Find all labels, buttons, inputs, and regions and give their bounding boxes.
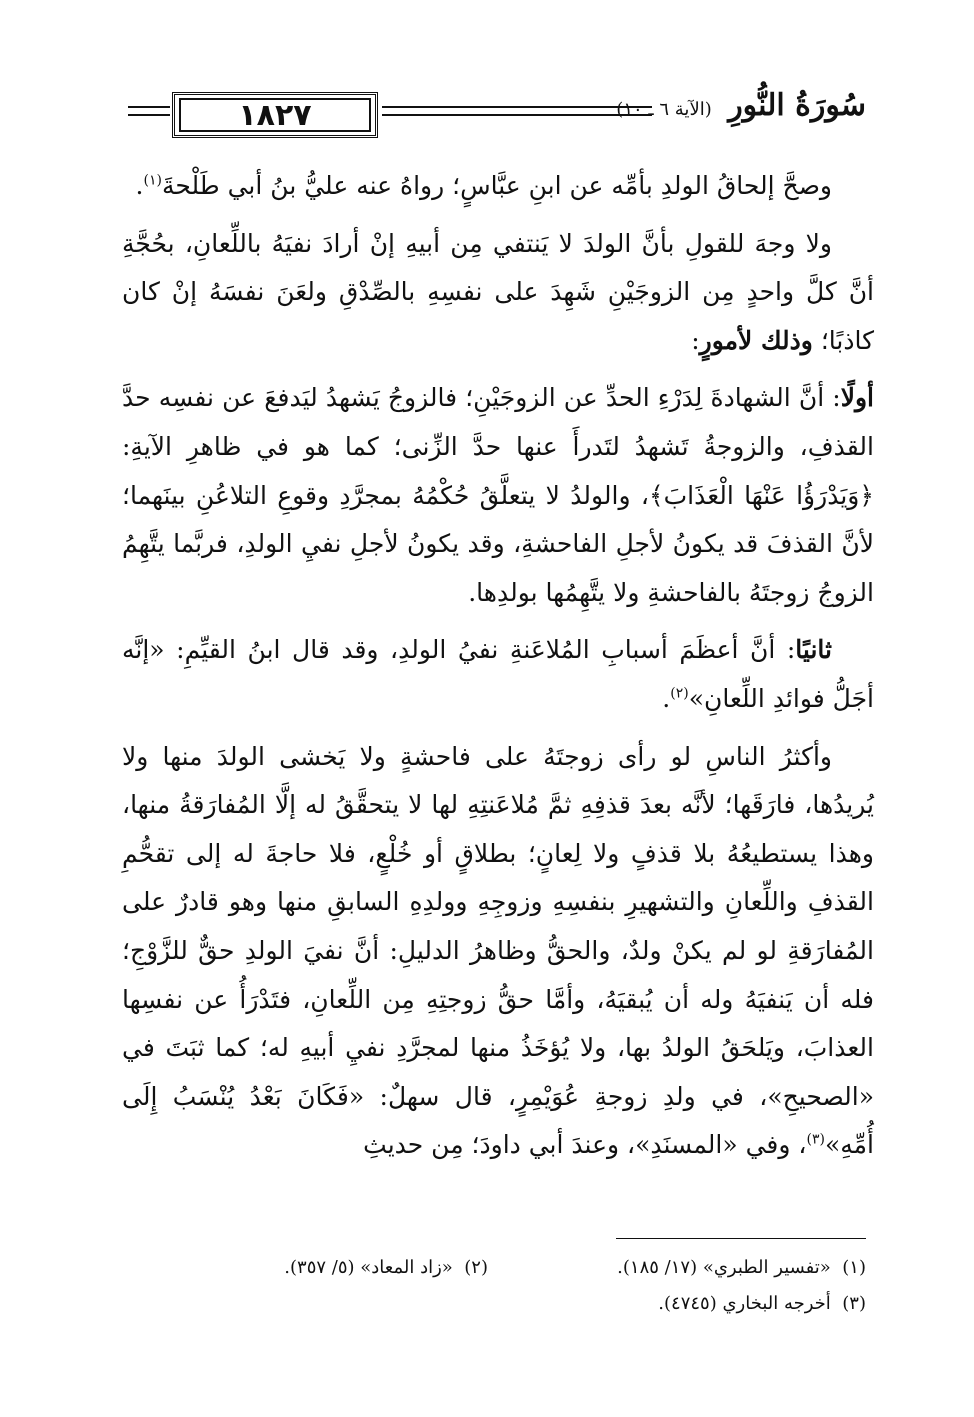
main-text: [122, 162, 874, 1179]
footnote-text: «تفسير الطبري» (١٧/ ١٨٥).: [617, 1257, 831, 1278]
footnote-number: (٣): [842, 1293, 866, 1314]
header-rule-left: [128, 106, 170, 122]
paragraph-tail: :: [691, 325, 700, 355]
paragraph-text: : أنَّ أعظَمَ أسبابِ المُلاعَنةِ نفيُ الولدِ، وقد قال ابنُ القيِّمِ: «إنَّه أجَلُّ فوائدِ اللِّعانِ»: [122, 635, 874, 713]
page-number-frame: [172, 92, 378, 138]
page-number: ١٨٢٧: [238, 97, 312, 133]
paragraph-tail: ، وفي «المسنَدِ»، وعندَ أبي داودَ؛ مِن حديثِ: [363, 1130, 807, 1160]
page-header: [128, 88, 866, 148]
footnote-number: (٢): [464, 1257, 488, 1278]
footnote-row: [108, 1286, 866, 1322]
paragraph-tail: .: [662, 683, 671, 713]
footnote-text: أخرجه البخاري (٤٧٤٥).: [658, 1293, 831, 1314]
footnote-spacer: [108, 1286, 488, 1322]
footnote-ref[interactable]: (١): [143, 172, 162, 189]
footnotes: [108, 1250, 866, 1322]
paragraph-tail: .: [135, 171, 144, 200]
ayah-range: (الآية ٦ ـ ١٠): [616, 99, 712, 120]
footnote-2: [108, 1250, 488, 1286]
point-heading: أولًا: [840, 383, 874, 413]
paragraph-text: وأكثرُ الناسِ لو رأى زوجتَهُ على فاحشةٍ ولا يَخشى الولدَ منها ولا يُريدُها، فارَقَها؛ لأنَّه بعدَ قذفِهِ ثمَّ مُلاعَنتِهِ لها لا يتحقَّقُ له إلَّا المُفارَقةُ منها، وهذا يستطيعُهُ بلا قذفٍ ولا لِعانٍ؛ بطلاقٍ أو خُلْعٍ، فلا حاجةَ له إلى تقحُّمِ القذفِ واللِّعانِ والتشهيرِ بنفسِهِ وزوجِهِ وولدِهِ السابقِ منها وهو قادرٌ على المُفارَقةِ لو لم يكنْ ولدٌ، والحقُّ وظاهرُ الدليلِ: أنَّ نفيَ الولدِ حقٌّ للزَّوْجِ؛ فله أن يَنفيَهُ وله أن يُبقيَهُ، وأمَّا حقُّ زوجتِهِ مِن اللِّعانِ، فتَدْرَأُ عن نفسِها العذابَ، ويَلحَقُ الولدُ بها، ولا يُؤخَذُ منها لمجرَّدِ نفيِ أبيهِ له؛ كما ثبَتَ في «الصحيحِ»، في ولدِ زوجةِ عُوَيْمِرٍ، قال سهلٌ: «فَكَانَ بَعْدُ يُنْسَبُ إِلَى أُمِّهِ»: [122, 741, 874, 1160]
footnote-3: [506, 1286, 866, 1322]
bold-phrase: وذلك لأمورٍ: [699, 325, 813, 355]
point-heading: ثانيًا: [795, 635, 832, 665]
footnote-row: [108, 1250, 866, 1286]
paragraph-3: [122, 374, 874, 617]
paragraph-text: : أنَّ الشهادةَ لِدَرْءِ الحدِّ عن الزوجَيْنِ؛ فالزوجُ يَشهدُ ليَدفعَ عن نفسِه حدَّ القذفِ، والزوجةُ تَشهدُ لتَدرأَ عنها حدَّ الزِّنى؛ كما هو في ظاهرِ الآيةِ: ﴿وَيَدْرَؤُا عَنْهَا الْعَذَابَ﴾، والولدُ لا يتعلَّقُ حُكْمُهُ بمجرَّدِ وقوعِ التلاعُنِ بينَهما؛ لأنَّ القذفَ قد يكونُ لأجلِ الفاحشةِ، وقد يكونُ لأجلِ نفيِ الولدِ، فربَّما يتَّهِمُ الزوجُ زوجتَهُ بالفاحشةِ ولا يتَّهِمُها بولدِها.: [122, 383, 874, 607]
paragraph-4: [122, 626, 874, 723]
paragraph-1: [122, 162, 874, 211]
header-rule-middle: [382, 106, 652, 122]
footnote-text: «زاد المعاد» (٥/ ٣٥٧).: [284, 1257, 453, 1278]
paragraph-text: ولا وجهَ للقولِ بأنَّ الولدَ لا يَنتفي مِن أبيهِ إنْ أرادَ نفيَهُ باللِّعانِ، بحُجَّةِ أنَّ كلَّ واحدٍ مِن الزوجَيْنِ شَهِدَ على نفسِهِ بالصِّدْقِ ولعَنَ نفسَهُ إنْ كان كاذبًا؛: [122, 228, 874, 355]
footnote-number: (١): [842, 1257, 866, 1278]
paragraph-5: [122, 733, 874, 1170]
footnote-ref[interactable]: (٢): [670, 685, 689, 702]
footnote-ref[interactable]: (٣): [806, 1131, 825, 1148]
paragraph-2: [122, 220, 874, 366]
surah-name: سُورَةُ النُّورِ: [728, 88, 866, 123]
footnote-separator: [616, 1238, 866, 1239]
footnote-1: [506, 1250, 866, 1286]
paragraph-text: وصحَّ إلحاقُ الولدِ بأمِّه عن ابنِ عبَّاسٍ؛ رواهُ عنه عليُّ بنُ أبي طَلْحةَ: [161, 171, 832, 200]
running-title: [616, 88, 866, 123]
